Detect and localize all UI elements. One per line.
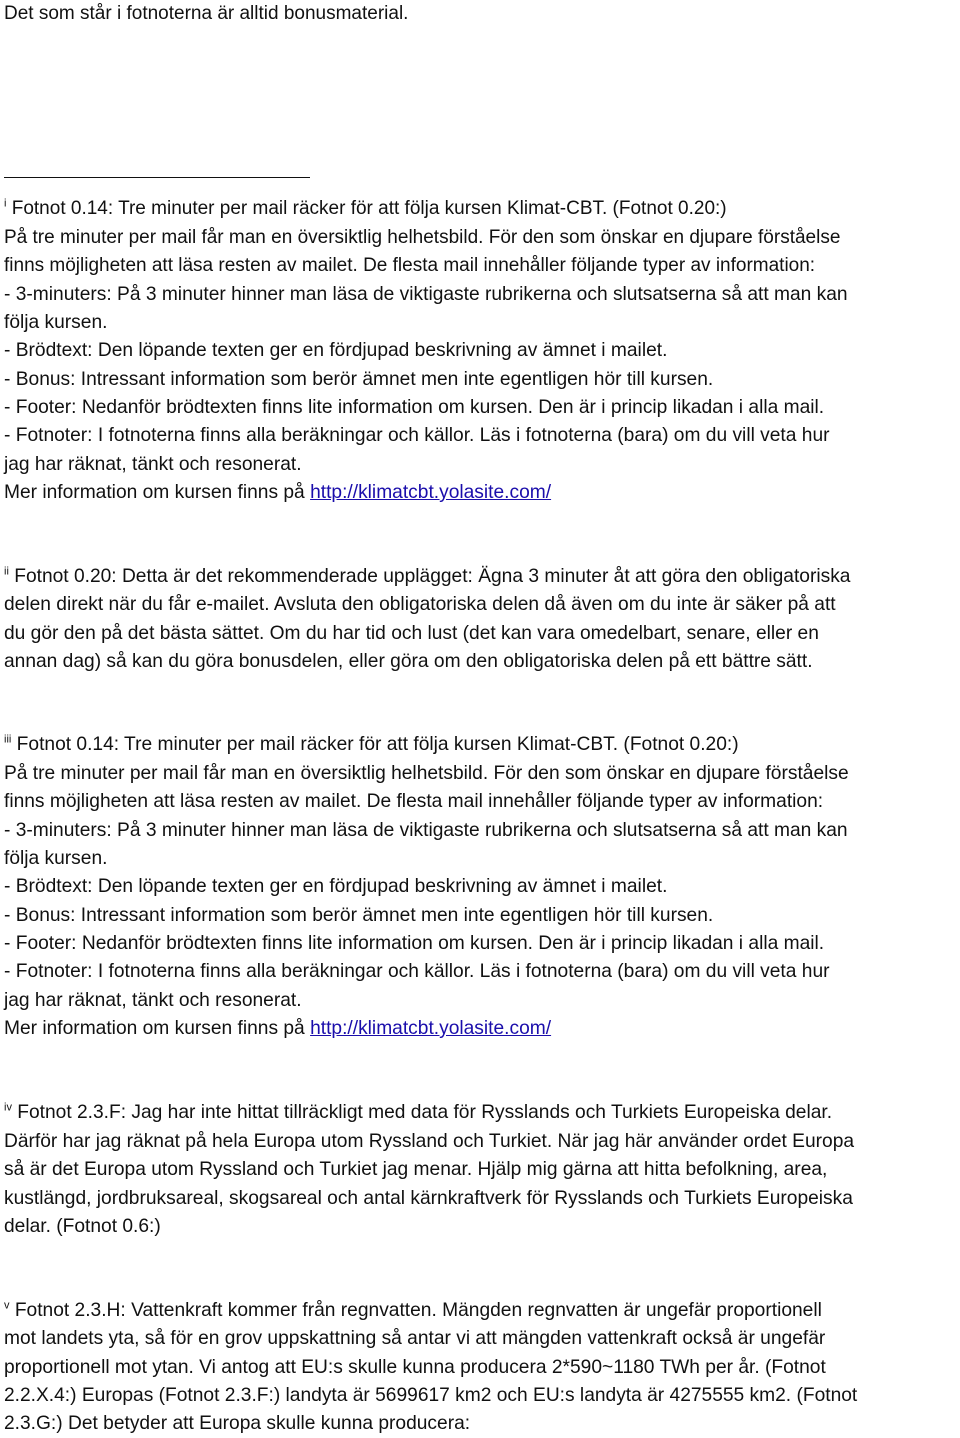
- footnote-line: 2.3.G:) Det betyder att Europa skulle kunna producera:: [4, 1413, 471, 1434]
- footnote-line: följa kursen.: [4, 312, 108, 333]
- footnote-line: - 3-minuters: På 3 minuter hinner man läsa de viktigaste rubrikerna och slutsatserna så att man kan: [4, 284, 848, 305]
- footnote-line: På tre minuter per mail får man en översiktlig helhetsbild. För den som önskar en djupare förståelse: [4, 763, 849, 784]
- footnote-line: - Footer: Nedanför brödtexten finns lite information om kursen. Den är i princip likadan i alla mail.: [4, 933, 825, 954]
- footnote-line: $^{iv}$ Fotnot 2.3.F: Jag har inte hittat tillräckligt med data för Rysslands och Turkiets Europeiska delar.: [4, 1101, 833, 1123]
- footnote-marker: iii: [4, 733, 12, 746]
- footnote-line: 2.2.X.4:) Europas (Fotnot 2.3.F:) landyta är 5699617 km2 och EU:s landyta är 4275555 km2. (Fotnot: [4, 1385, 858, 1406]
- footnote-line: Därför har jag räknat på hela Europa utom Ryssland och Turkiet. När jag här använder ordet Europa: [4, 1131, 855, 1152]
- footnote-line: - Fotnoter: I fotnoterna finns alla beräkningar och källor. Läs i fotnoterna (bara) om du vill veta hur: [4, 425, 830, 446]
- footnote-line: mot landets yta, så för en grov uppskattning så antar vi att mängden vattenkraft också är ungefär: [4, 1328, 826, 1349]
- footnote-line: - Brödtext: Den löpande texten ger en fördjupad beskrivning av ämnet i mailet.: [4, 876, 668, 897]
- footnote-line: - Bonus: Intressant information som berör ämnet men inte egentligen hör till kursen.: [4, 905, 714, 926]
- footnote-marker: iv: [4, 1101, 12, 1114]
- course-link[interactable]: http://klimatcbt.yolasite.com/: [310, 482, 552, 503]
- footnote-line: jag har räknat, tänkt och resonerat.: [4, 990, 302, 1011]
- footnote-line: jag har räknat, tänkt och resonerat.: [4, 454, 302, 475]
- footnote-line: - Brödtext: Den löpande texten ger en fördjupad beskrivning av ämnet i mailet.: [4, 340, 668, 361]
- footnote-line: $^v$ Fotnot 2.3.H: Vattenkraft kommer från regnvatten. Mängden regnvatten är ungefär proportionell: [4, 1299, 822, 1321]
- footnote-marker: i: [4, 197, 7, 210]
- footnote-line: - Bonus: Intressant information som berör ämnet men inte egentligen hör till kursen.: [4, 369, 714, 390]
- footnote-line: $^i$ Fotnot 0.14: Tre minuter per mail räcker för att följa kursen Klimat-CBT. (Fotnot 0.20:): [4, 197, 727, 219]
- footnote-separator: [4, 177, 310, 178]
- footnote-line: delen direkt när du får e-mailet. Avsluta den obligatoriska delen då även om du inte är säker på att: [4, 594, 836, 615]
- footnote-marker: ii: [4, 565, 9, 578]
- more-info-line: Mer information om kursen finns på http://klimatcbt.yolasite.com/: [4, 1018, 552, 1039]
- more-info-line: Mer information om kursen finns på http://klimatcbt.yolasite.com/: [4, 482, 552, 503]
- footnote-line: $^{iii}$ Fotnot 0.14: Tre minuter per mail räcker för att följa kursen Klimat-CBT. (Fotnot 0.20:): [4, 733, 739, 755]
- footnote-line: proportionell mot ytan. Vi antog att EU:s skulle kunna producera 2*590~1180 TWh per år. (Fotnot: [4, 1357, 826, 1378]
- footnote-line: - Footer: Nedanför brödtexten finns lite information om kursen. Den är i princip likadan i alla mail.: [4, 397, 825, 418]
- footnote-line: - 3-minuters: På 3 minuter hinner man läsa de viktigaste rubrikerna och slutsatserna så att man kan: [4, 820, 848, 841]
- footnote-line: så är det Europa utom Ryssland och Turkiet jag menar. Hjälp mig gärna att hitta befolkning, area,: [4, 1159, 828, 1180]
- footnote-line: följa kursen.: [4, 848, 108, 869]
- footnote-line: På tre minuter per mail får man en översiktlig helhetsbild. För den som önskar en djupare förståelse: [4, 227, 841, 248]
- intro-text: Det som står i fotnoterna är alltid bonusmaterial.: [4, 3, 409, 24]
- footnote-line: kustlängd, jordbruksareal, skogsareal och antal kärnkraftverk för Rysslands och Turkiets Europeiska: [4, 1188, 853, 1209]
- footnote-marker: v: [4, 1299, 10, 1312]
- footnote-line: annan dag) så kan du göra bonusdelen, eller göra om den obligatoriska delen på ett bättre sätt.: [4, 651, 813, 672]
- footnote-line: delar. (Fotnot 0.6:): [4, 1216, 161, 1237]
- course-link[interactable]: http://klimatcbt.yolasite.com/: [310, 1018, 552, 1039]
- footnote-line: finns möjligheten att läsa resten av mailet. De flesta mail innehåller följande typer av information:: [4, 255, 816, 276]
- footnote-line: du gör den på det bästa sättet. Om du har tid och lust (det kan vara omedelbart, senare, eller en: [4, 623, 819, 644]
- footnote-line: - Fotnoter: I fotnoterna finns alla beräkningar och källor. Läs i fotnoterna (bara) om du vill veta hur: [4, 961, 830, 982]
- footnote-line: finns möjligheten att läsa resten av mailet. De flesta mail innehåller följande typer av information:: [4, 791, 824, 812]
- footnote-line: $^{ii}$ Fotnot 0.20: Detta är det rekommenderade upplägget: Ägna 3 minuter åt att göra den obligatoriska: [4, 565, 851, 587]
